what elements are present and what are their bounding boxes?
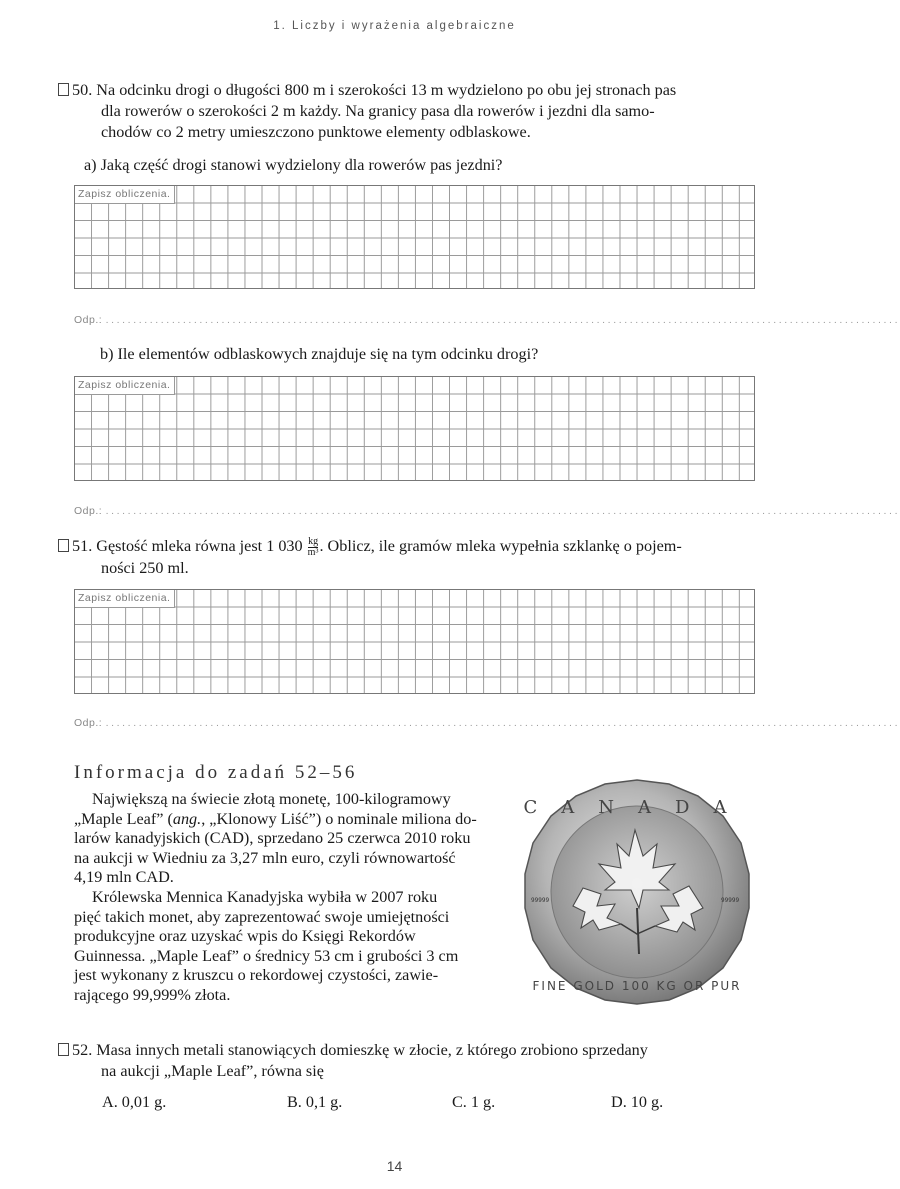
info-line: 4,19 mln CAD. — [74, 868, 174, 887]
info-line: „Maple Leaf” (ang., „Klonowy Liść”) o nominale miliona do- — [74, 809, 477, 828]
info-line: Największą na świecie złotą monetę, 100-kilogramowy — [92, 790, 451, 808]
page-number: 14 — [386, 1158, 403, 1174]
task-number: 50. — [72, 81, 93, 99]
answer-line[interactable]: Odp.: ................................................................................................................................................ — [74, 505, 900, 517]
task-50 — [58, 80, 758, 143]
task-text-line: na aukcji „Maple Leaf”, równa się — [101, 1062, 324, 1080]
task-text-line: ności 250 ml. — [101, 558, 189, 577]
task-50b-question: b) Ile elementów odblaskowych znajduje się na tym odcinku drogi? — [100, 345, 539, 363]
task-text: Gęstość mleka równa jest 1 030 — [96, 537, 303, 555]
workspace-hint: Zapisz obliczenia. — [75, 590, 175, 608]
info-line: jest wykonany z kruszcu o rekordowej czystości, zawie- — [74, 966, 439, 985]
task-text: . Oblicz, ile gramów mleka wypełnia szklankę o pojem- — [319, 537, 682, 555]
workspace-hint: Zapisz obliczenia. — [75, 377, 175, 395]
calculation-grid[interactable] — [74, 376, 755, 481]
info-line: na aukcji w Wiedniu za 3,27 mln euro, czyli równowartość — [74, 848, 456, 867]
info-line: pięć takich monet, aby zaprezentować swoje umiejętności — [74, 907, 450, 926]
workspace-hint: Zapisz obliczenia. — [75, 186, 175, 204]
calculation-grid[interactable] — [74, 589, 755, 694]
task-52 — [58, 1040, 758, 1082]
info-line: Guinnessa. „Maple Leaf” o średnicy 53 cm i grubości 3 cm — [74, 946, 459, 965]
info-line: produkcyjne oraz uzyskać wpis do Księgi Rekordów — [74, 927, 416, 946]
task-text-line: Masa innych metali stanowiących domieszkę w złocie, z którego zrobiono sprzedany — [96, 1041, 648, 1059]
info-line: Królewska Mennica Kanadyjska wybiła w 2007 roku — [92, 887, 438, 906]
answer-option-c[interactable]: C. 1 g. — [452, 1093, 496, 1111]
task-text-line: chodów co 2 metry umieszczono punktowe elementy odblaskowe. — [101, 123, 531, 141]
task-text-line: Na odcinku drogi o długości 800 m i szerokości 13 m wydzielono po obu jej stronach pas — [96, 81, 677, 99]
info-line: rającego 99,999% złota. — [74, 985, 231, 1004]
task-checkbox[interactable] — [58, 1043, 69, 1056]
maple-leaf-coin-image — [523, 778, 751, 1006]
answer-line[interactable]: Odp.: ................................................................................................................................................ — [74, 717, 900, 729]
coin-purity-left: 99999 — [531, 897, 550, 904]
answer-line[interactable]: Odp.: ................................................................................................................................................ — [74, 314, 900, 326]
unit-fraction: $\frac{kg}{\text{m³}}$ — [307, 535, 319, 558]
coin-bottom-text: FINE GOLD 100 KG OR PUR — [532, 979, 742, 993]
answer-option-a[interactable]: A. 0,01 g. — [102, 1093, 167, 1111]
task-number: 51. — [72, 537, 93, 555]
task-50a-question: a) Jaką część drogi stanowi wydzielony dla rowerów pas jezdni? — [84, 156, 503, 174]
calculation-grid[interactable] — [74, 185, 755, 289]
coin-top-text: CANADA — [523, 797, 751, 818]
answer-option-b[interactable]: B. 0,1 g. — [287, 1093, 343, 1111]
answer-option-d[interactable]: D. 10 g. — [611, 1093, 664, 1111]
chapter-header: 1. Liczby i wyrażenia algebraiczne — [273, 20, 516, 32]
task-51 — [58, 536, 758, 579]
task-checkbox[interactable] — [58, 83, 69, 96]
info-title: Informacja do zadań 52–56 — [74, 762, 358, 783]
task-number: 52. — [72, 1041, 93, 1059]
task-text-line: dla rowerów o szerokości 2 m każdy. Na granicy pasa dla rowerów i jezdni dla samo- — [101, 102, 655, 120]
info-line: larów kanadyjskich (CAD), sprzedano 25 czerwca 2010 roku — [74, 829, 471, 848]
coin-purity-right: 99999 — [721, 897, 740, 904]
info-paragraphs — [74, 790, 502, 1006]
task-checkbox[interactable] — [58, 539, 69, 552]
